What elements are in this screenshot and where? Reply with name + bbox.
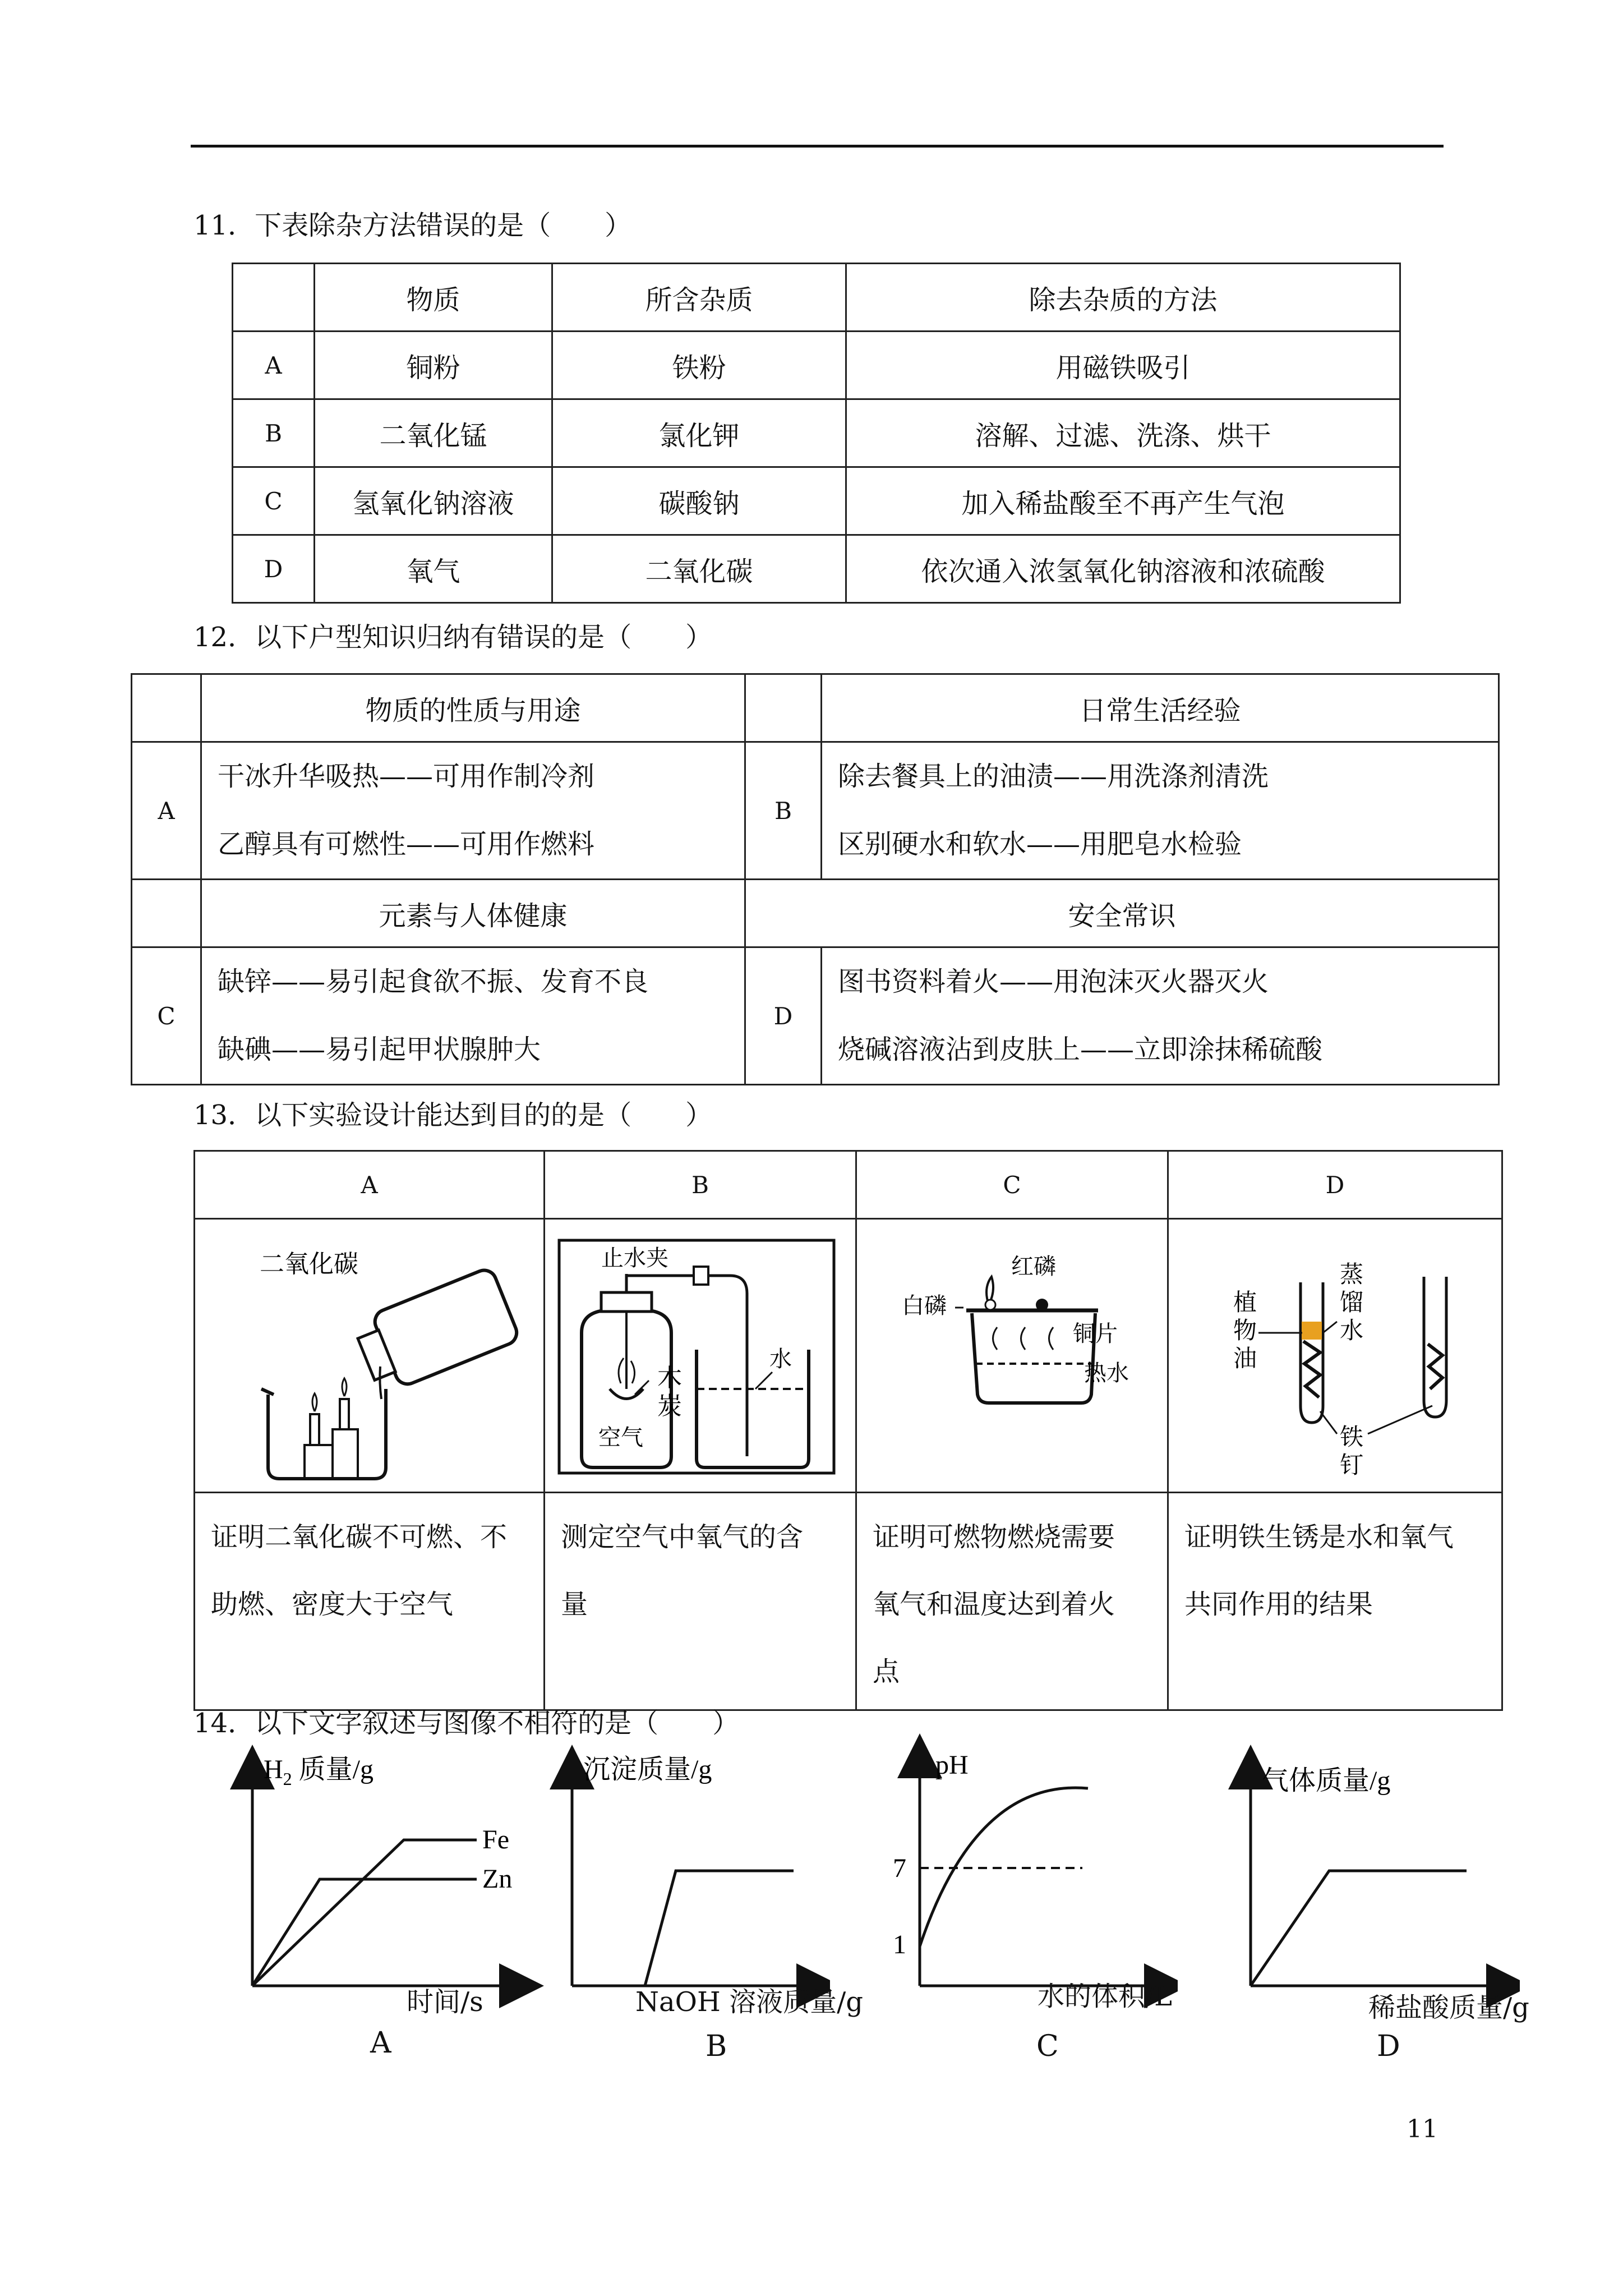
combustion-experiment-icon <box>857 1221 1165 1491</box>
graph-b-xlabel: NaOH 溶液质量/g <box>635 1986 863 2018</box>
q13-desc-a: 证明二氧化碳不可燃、不 助燃、密度大于空气 <box>195 1493 545 1710</box>
page-number: 11 <box>1407 2115 1438 2143</box>
table-row: C 氢氧化钠溶液 碳酸钠 加入稀盐酸至不再产生气泡 <box>233 467 1400 535</box>
q13-figure-d <box>1168 1219 1502 1493</box>
table-row: A 铜粉 铁粉 用磁铁吸引 <box>233 332 1400 399</box>
graph-a-letter: A <box>370 2026 391 2060</box>
svg-text:白磷: 白磷 <box>902 1292 947 1319</box>
q12-option-a: 干冰升华吸热——可用作制冷剂 乙醇具有可燃性——可用作燃料 <box>201 742 745 880</box>
q13-desc-d: 证明铁生锈是水和氧气 共同作用的结果 <box>1168 1493 1502 1710</box>
q13-figure-a <box>195 1219 545 1493</box>
svg-text:物: 物 <box>1233 1316 1257 1344</box>
q13-table: A B C D 二氧化碳 止水夹 空气 木 炭 水 红磷 白磷 铜片 热水 植 物 油 蒸 馏 水 铁 钉 证明二氧化碳不可燃、不 助燃、密度大于空气 测定空气中氧气的含 量 证明可燃物燃烧需要 氧气和温度达到着火 点 证明铁生锈是水和氧气 共同作用的结果 <box>193 1150 1503 1711</box>
zn-line <box>252 1879 477 1986</box>
fe-line <box>252 1840 477 1986</box>
svg-text:铁: 铁 <box>1340 1423 1364 1451</box>
q12-option-c: 缺锌——易引起食欲不振、发育不良 缺碘——易引起甲状腺肿大 <box>201 947 745 1085</box>
graph-c-xlabel: 水的体积/L <box>1038 1981 1173 2012</box>
table-row: B 二氧化锰 氯化钾 溶解、过滤、洗涤、烘干 <box>233 399 1400 467</box>
graph-d-xlabel: 稀盐酸质量/g <box>1368 1992 1529 2023</box>
svg-text:沉淀质量/g: 沉淀质量/g <box>583 1755 712 1784</box>
q12-header-properties: 物质的性质与用途 <box>201 674 745 742</box>
q11-header-row: 物质 所含杂质 除去杂质的方法 <box>233 264 1400 332</box>
precipitate-line <box>645 1871 794 1986</box>
q11-table <box>232 263 1401 604</box>
svg-text:7: 7 <box>893 1853 906 1883</box>
q13-stem: 13．以下实验设计能达到目的的是（ ） <box>193 1099 713 1131</box>
svg-text:炭: 炭 <box>657 1391 682 1420</box>
svg-text:二氧化碳: 二氧化碳 <box>260 1249 358 1278</box>
svg-text:止水夹: 止水夹 <box>601 1245 668 1271</box>
q12-option-d: 图书资料着火——用泡沫灭火器灭火 烧碱溶液沾到皮肤上——立即涂抹稀硫酸 <box>822 947 1499 1085</box>
oxygen-measure-apparatus-icon <box>545 1221 854 1491</box>
q11-stem: 11．下表除杂方法错误的是（ ） <box>193 210 632 241</box>
svg-text:木: 木 <box>657 1363 682 1392</box>
svg-text:铜片: 铜片 <box>1073 1320 1118 1347</box>
svg-text:红磷: 红磷 <box>1011 1253 1056 1280</box>
graph-b-letter: B <box>706 2030 727 2063</box>
q12-option-b: 除去餐具上的油渍——用洗涤剂清洗 区别硬水和软水——用肥皂水检验 <box>822 742 1499 880</box>
svg-text:水: 水 <box>769 1346 792 1372</box>
graph-d-letter: D <box>1377 2030 1400 2063</box>
q14-stem: 14．以下文字叙述与图像不相符的是（ ） <box>193 1708 740 1739</box>
q12-stem: 12．以下户型知识归纳有错误的是（ ） <box>193 622 713 653</box>
svg-text:植: 植 <box>1233 1288 1257 1316</box>
gas-line <box>1251 1871 1467 1986</box>
q13-desc-c: 证明可燃物燃烧需要 氧气和温度达到着火 点 <box>856 1493 1168 1710</box>
svg-text:pH: pH <box>935 1750 969 1780</box>
q12-header-daily-life: 日常生活经验 <box>822 674 1499 742</box>
svg-text:钉: 钉 <box>1340 1451 1364 1479</box>
q13-figure-c <box>856 1219 1168 1493</box>
svg-text:空气: 空气 <box>598 1424 643 1451</box>
svg-text:H2 质量/g: $H_2$ 质量/g <box>264 1755 374 1789</box>
q12-table: 物质的性质与用途 日常生活经验 A 干冰升华吸热——可用作制冷剂 乙醇具有可燃性——可用作燃料 B 除去餐具上的油渍——用洗涤剂清洗 区别硬水和软水——用肥皂水检验 元素与人体健康 安全常识 C 缺锌——易引起食欲不振、发育不良 缺碘——易引起甲状腺肿大 D 图书资料着火——用泡沫灭火器灭火 烧碱溶液沾到皮肤上——立即涂抹稀硫酸 <box>131 673 1500 1085</box>
ph-curve <box>920 1788 1088 1947</box>
q12-header-health: 元素与人体健康 <box>201 880 745 947</box>
header-rule <box>191 145 1444 148</box>
graph-c-letter: C <box>1036 2030 1059 2063</box>
svg-text:馏: 馏 <box>1340 1288 1364 1316</box>
graph-a <box>230 1745 544 2036</box>
q12-header-safety: 安全常识 <box>745 880 1499 947</box>
q13-figure-b <box>545 1219 856 1493</box>
svg-text:气体质量/g: 气体质量/g <box>1262 1766 1391 1796</box>
svg-text:蒸: 蒸 <box>1340 1260 1364 1288</box>
svg-text:水: 水 <box>1340 1316 1364 1344</box>
svg-text:热水: 热水 <box>1084 1360 1129 1386</box>
svg-text:Zn: Zn <box>482 1864 513 1894</box>
svg-text:油: 油 <box>1233 1344 1257 1372</box>
svg-text:Fe: Fe <box>482 1825 509 1855</box>
graph-a-xlabel: 时间/s <box>407 1986 483 2018</box>
svg-text:1: 1 <box>893 1930 906 1959</box>
rust-experiment-icon <box>1169 1221 1500 1491</box>
table-row: D 氧气 二氧化碳 依次通入浓氢氧化钠溶液和浓硫酸 <box>233 535 1400 603</box>
co2-pour-icon <box>195 1221 542 1491</box>
q13-desc-b: 测定空气中氧气的含 量 <box>545 1493 856 1710</box>
